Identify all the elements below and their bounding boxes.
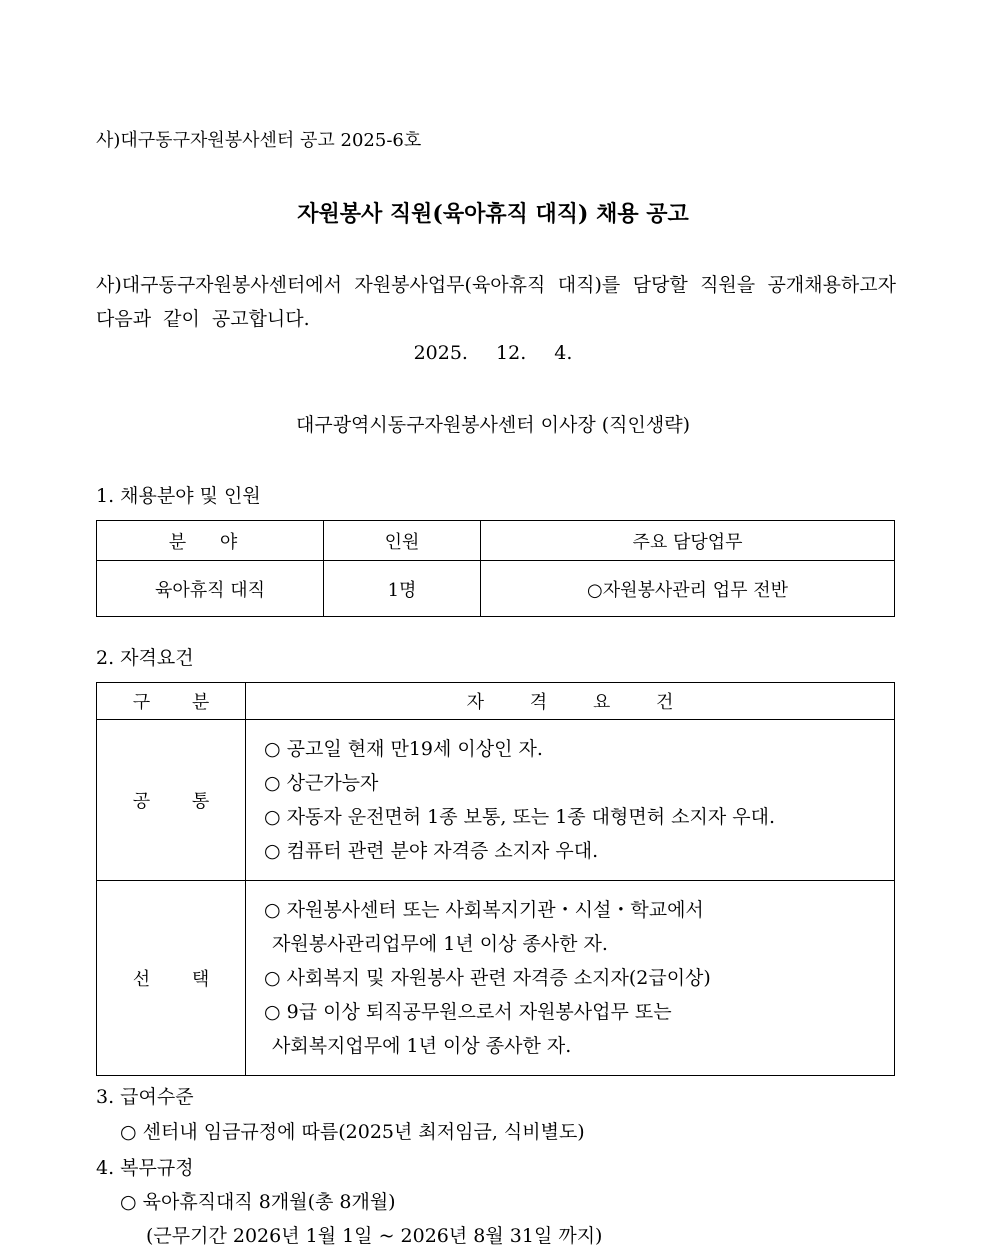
- requirement-item: ○ 자원봉사센터 또는 사회복지기관・시설・학교에서: [264, 899, 704, 921]
- table-row-common: [97, 720, 895, 881]
- notice-number: 사)대구동구자원봉사센터 공고 2025-6호: [96, 130, 422, 151]
- table-header-row: [97, 683, 895, 720]
- section1-heading: 1. 채용분야 및 인원: [96, 485, 261, 507]
- header-duties: 주요 담당업무: [481, 521, 895, 561]
- header-requirements: 자 격 요 건: [246, 683, 895, 720]
- intro-paragraph: 사)대구동구자원봉사센터에서 자원봉사업무(육아휴직 대직)를 담당할 직원을 공개채용하고자 다음과 같이 공고합니다.: [96, 274, 896, 330]
- label-select: 선 택: [97, 881, 246, 1076]
- label-common: 공 통: [97, 720, 246, 881]
- table-row: [97, 561, 895, 617]
- common-requirements: [246, 720, 895, 881]
- cell-field: 육아휴직 대직: [97, 561, 324, 617]
- service-item: ○ 육아휴직대직 8개월(총 8개월): [120, 1191, 396, 1213]
- salary-item: ○ 센터내 임금규정에 따름(2025년 최저임금, 식비별도): [120, 1121, 585, 1143]
- header-category: 구 분: [97, 683, 246, 720]
- issuer: 대구광역시동구자원봉사센터 이사장 (직인생략): [296, 414, 690, 436]
- notice-date: 2025. 12. 4.: [413, 342, 573, 364]
- requirement-item: 사회복지업무에 1년 이상 종사한 자.: [272, 1035, 572, 1057]
- header-headcount: 인원: [324, 521, 481, 561]
- qualification-table: [96, 682, 895, 1076]
- service-period: (근무기간 2026년 1월 1일 ~ 2026년 8월 31일 까지): [146, 1225, 603, 1247]
- cell-headcount: 1명: [324, 561, 481, 617]
- requirement-item: ○ 사회복지 및 자원봉사 관련 자격증 소지자(2급이상): [264, 967, 711, 989]
- requirement-item: ○ 9급 이상 퇴직공무원으로서 자원봉사업무 또는: [264, 1001, 672, 1023]
- recruitment-table: [96, 520, 895, 617]
- section3-heading: 3. 급여수준: [96, 1086, 194, 1108]
- requirement-item: ○ 상근가능자: [264, 772, 379, 794]
- cell-duties: ○자원봉사관리 업무 전반: [481, 561, 895, 617]
- requirement-item: 자원봉사관리업무에 1년 이상 종사한 자.: [272, 933, 608, 955]
- requirement-item: ○ 자동자 운전면허 1종 보통, 또는 1종 대형면허 소지자 우대.: [264, 806, 775, 828]
- table-header-row: [97, 521, 895, 561]
- header-field: 분 야: [97, 521, 324, 561]
- section4-heading: 4. 복무규정: [96, 1157, 194, 1179]
- section2-heading: 2. 자격요건: [96, 647, 194, 669]
- document-title: 자원봉사 직원(육아휴직 대직) 채용 공고: [297, 201, 689, 227]
- requirement-item: ○ 컴퓨터 관련 분야 자격증 소지자 우대.: [264, 840, 599, 862]
- select-requirements: [246, 881, 895, 1076]
- requirement-item: ○ 공고일 현재 만19세 이상인 자.: [264, 738, 543, 760]
- table-row-select: [97, 881, 895, 1076]
